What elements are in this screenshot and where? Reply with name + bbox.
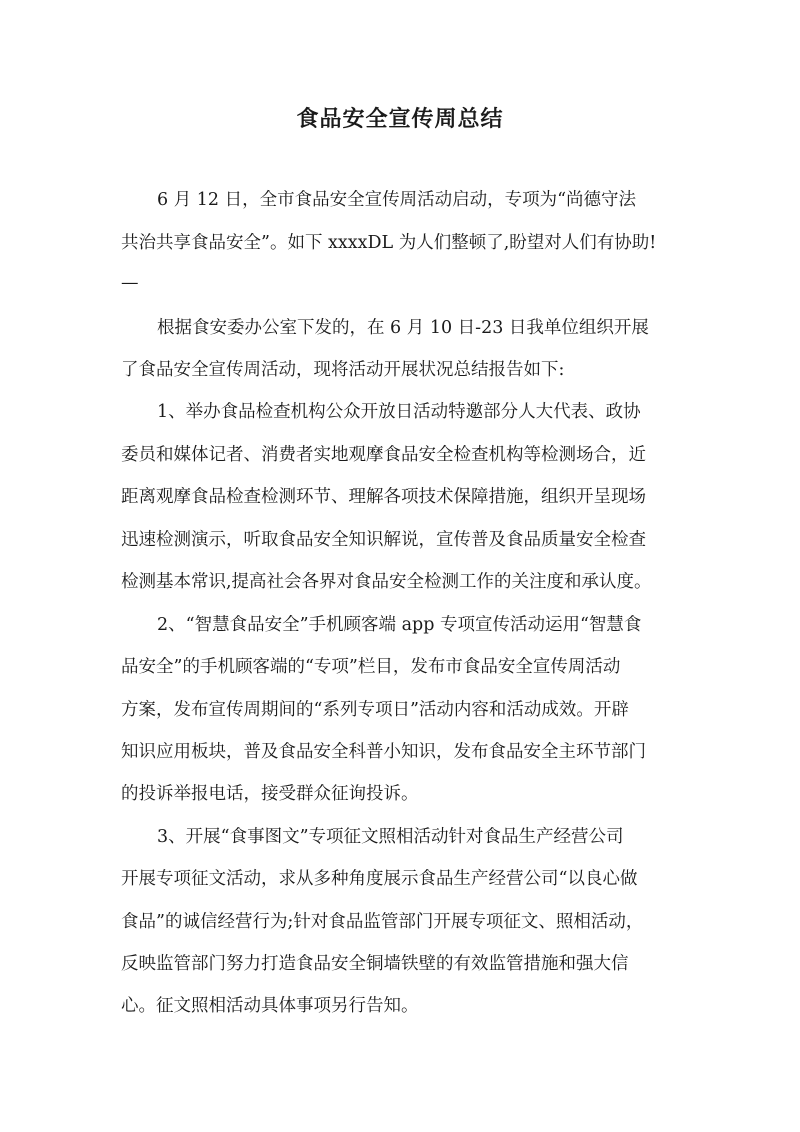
paragraph-line: 了食品安全宣传周活动，现将活动开展状况总结报告如下: [121,360,565,380]
paragraph-line: 6 月 12 日，全市食品安全宣传周活动启动，专项为“尚德守法 [157,190,637,210]
paragraph-line: 开展专项征文活动，求从多种角度展示食品生产经营公司“以良心做 [121,869,638,889]
paragraph-line: 品安全”的手机顾客端的“专项”栏目，发布市食品安全宣传周活动 [121,657,621,677]
paragraph-line: 的投诉举报电话，接受群众征询投诉。 [121,784,419,804]
paragraph-line: 根据食安委办公室下发的，在 6 月 10 日-23 日我单位组织开展 [157,318,649,338]
paragraph-line: 1、举办食品检查机构公众开放日活动特邀部分人大代表、政协 [157,402,641,422]
paragraph-line: 食品”的诚信经营行为;针对食品监管部门开展专项征文、照相活动， [121,912,644,932]
paragraph-line: 知识应用板块，普及食品安全科普小知识，发布食品安全主环节部门 [121,742,646,762]
paragraph-line: 方案，发布宣传周期间的“系列专项日”活动内容和活动成效。开辟 [121,700,629,720]
paragraph-line: 距离观摩食品检查检测环节、理解各项技术保障措施，组织开呈现场 [121,487,646,507]
paragraph-line: 3、开展“食事图文”专项征文照相活动针对食品生产经营公司 [157,827,624,847]
paragraph-line: — [121,273,139,293]
paragraph-line: 迅速检测演示，听取食品安全知识解说，宣传普及食品质量安全检查 [121,530,646,550]
paragraph-line: 检测基本常识,提高社会各界对食品安全检测工作的关注度和承认度。 [121,572,652,592]
paragraph-line: 共治共享食品安全”。如下 xxxxDL 为人们整顿了,盼望对人们有协助! [121,233,657,253]
paragraph-line: 反映监管部门努力打造食品安全铜墙铁壁的有效监管措施和强大信 [121,954,629,974]
paragraph-line: 2、“智慧食品安全”手机顾客端 app 专项宣传活动运用“智慧食 [157,615,642,635]
page-title: 食品安全宣传周总结 [296,106,504,132]
paragraph-line: 心。征文照相活动具体事项另行告知。 [121,996,419,1016]
paragraph-line: 委员和媒体记者、消费者实地观摩食品安全检查机构等检测场合，近 [121,445,646,465]
